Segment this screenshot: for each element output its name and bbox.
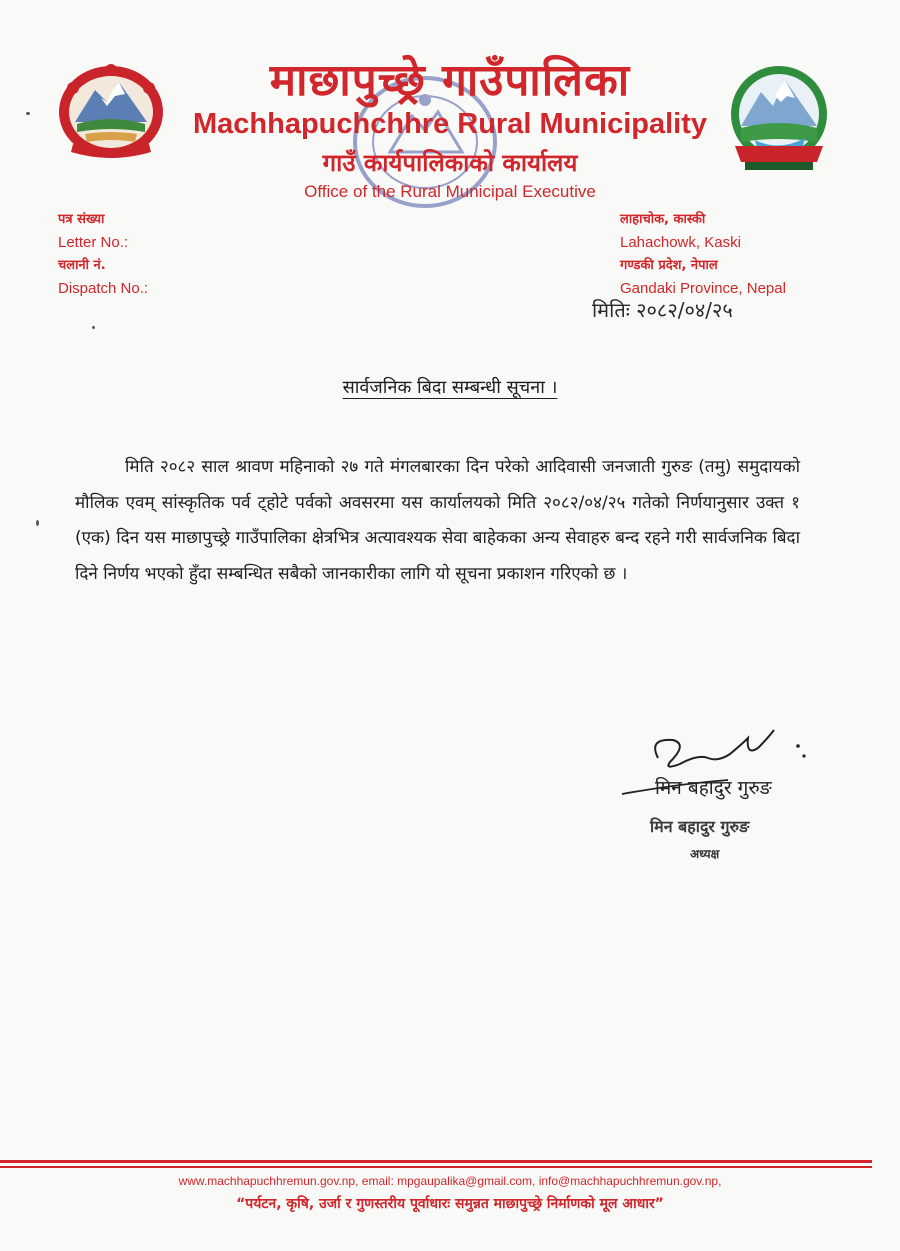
notice-title-text: सार्वजनिक बिदा सम्बन्धी सूचना ।	[342, 377, 558, 398]
nepal-government-emblem-icon	[55, 60, 167, 162]
footer-slogan: “पर्यटन, कृषि, उर्जा र गुणस्तरीय पूर्वाधारः समुन्नत माछापुच्छ्रे निर्माणको मूल आधार”	[236, 1196, 664, 1212]
office-title-english: Office of the Rural Municipal Executive	[304, 182, 596, 201]
letter-date: मितिः २०८२/०४/२५	[592, 298, 733, 322]
footer-contact: www.machhapuchhremun.gov.np, email: mpgaupalika@gmail.com, info@machhapuchhremun.gov.np,	[178, 1174, 722, 1188]
letter-meta-left	[58, 208, 278, 300]
footer-divider-bottom	[0, 1166, 872, 1168]
letter-no-label: Letter No.:	[58, 234, 129, 251]
signatory-stamp-name: मिन बहादुर गुरुङ	[650, 817, 750, 836]
signatory-handwritten-name: मिन बहादुर गुरुङ	[655, 777, 772, 799]
notice-body: मिति २०८२ साल श्रावण महिनाको २७ गते मंगलबारका दिन परेको आदिवासी जनजाती गुरुङ (तमु) समुदायको मौलिक एवम् सांस्कृतिक पर्व ट्होटे पर्वको अवसरमा यस कार्यालयको मिति २०८२/०४/२५ गतेको निर्णयानुसार उक्त १ (एक) दिन यस माछापुच्छ्रे गाउँपालिका क्षेत्रभित्र अत्यावश्यक सेवा बाहेकका अन्य सेवाहरु बन्द रहने गरी सार्वजनिक बिदा दिने निर्णय भएको हुँदा सम्बन्धित सबैको जानकारीका लागि यो सूचना प्रकाशन गरिएको छ ।	[75, 457, 800, 584]
notice-title	[200, 375, 700, 399]
address-line2: Gandaki Province, Nepal	[620, 280, 786, 297]
signatory-role: अध्यक्ष	[690, 847, 720, 861]
scan-speck	[92, 326, 95, 329]
address-line2-nepali: गण्डकी प्रदेश, नेपाल	[620, 258, 718, 273]
municipality-logo-icon	[725, 62, 833, 174]
footer-divider-top	[0, 1160, 872, 1163]
scan-speck	[26, 112, 30, 115]
municipality-title-english: Machhapuchchhre Rural Municipality	[192, 108, 708, 140]
scan-speck	[36, 520, 39, 526]
letter-no-label-nepali: पत्र संख्या	[58, 212, 105, 227]
letter-meta-right	[620, 208, 850, 300]
municipality-title-nepali: माछापुच्छ्रे गाउँपालिका	[269, 55, 631, 106]
dispatch-no-label-nepali: चलानी नं.	[58, 258, 106, 273]
address-line1-nepali: लाहाचोक, कास्की	[620, 212, 706, 227]
office-title-nepali: गाउँ कार्यपालिकाको कार्यालय	[322, 149, 578, 177]
dispatch-no-label: Dispatch No.:	[58, 280, 149, 297]
address-line1: Lahachowk, Kaski	[620, 234, 741, 251]
